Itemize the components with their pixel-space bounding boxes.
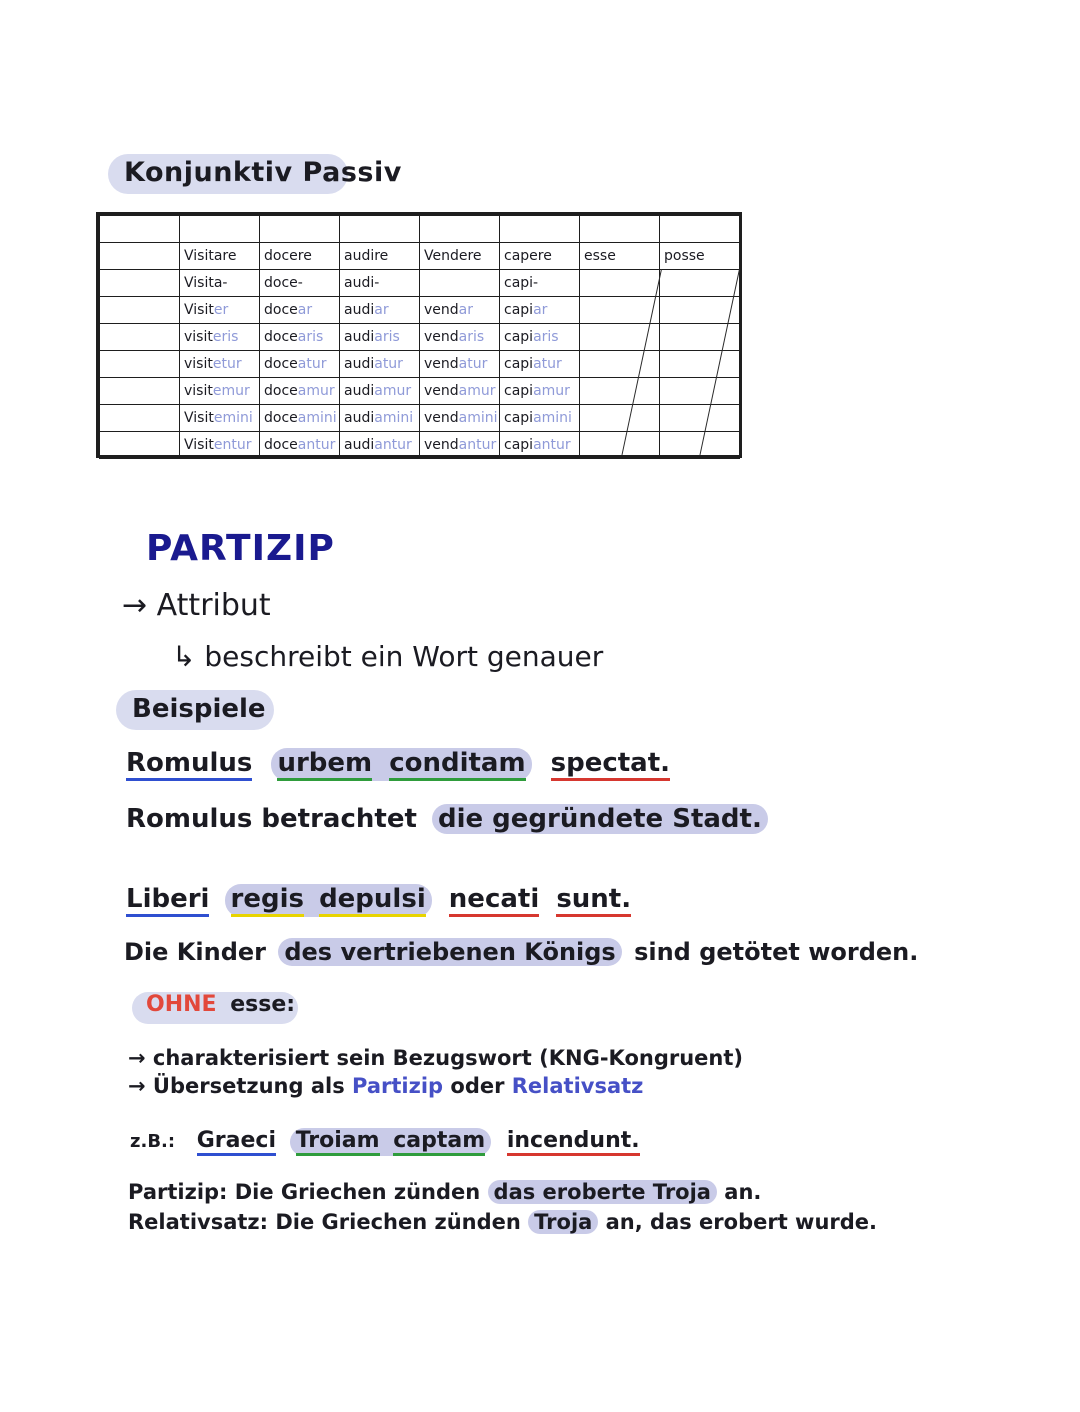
verb-stem: visit	[184, 329, 213, 345]
table-header-cell: Visitare	[180, 243, 260, 270]
verb-stem: vend	[424, 356, 459, 372]
text: Romulus betrachtet	[126, 804, 417, 834]
verb-stem: doce	[264, 329, 298, 345]
table-cell	[340, 432, 420, 459]
table-cell	[340, 297, 420, 324]
table-cell	[100, 297, 180, 324]
table-cell	[660, 270, 740, 297]
table-cell	[420, 378, 500, 405]
table-cell	[180, 405, 260, 432]
verb-stem: doce	[264, 302, 298, 318]
verb-stem: Visit	[184, 437, 214, 453]
text: Partizip	[352, 1074, 444, 1098]
table-cell	[660, 405, 740, 432]
section-title-partizip: PARTIZIP	[146, 528, 335, 569]
verb-stem: Visit	[184, 410, 214, 426]
example1-german	[126, 804, 768, 834]
highlight: das eroberte Troja	[488, 1180, 717, 1204]
table-cell	[180, 432, 260, 459]
table-cell	[100, 378, 180, 405]
verb-ending: ar	[458, 302, 474, 318]
table-cell	[420, 405, 500, 432]
table-cell	[580, 432, 660, 459]
highlight: Troja	[528, 1210, 598, 1234]
verb-stem: capi	[504, 383, 534, 399]
bullet-uebersetzung	[128, 1074, 643, 1098]
text: sind getötet worden.	[634, 938, 919, 966]
verb-ending: antur	[533, 437, 571, 453]
table-header-cell: capere	[500, 243, 580, 270]
attribut-line: → Attribut	[122, 588, 271, 623]
verb-ending: aris	[297, 329, 324, 345]
verb-ending: amini	[374, 410, 414, 426]
bullet-charakterisiert: → charakterisiert sein Bezugswort (KNG-Kongruent)	[128, 1046, 743, 1070]
verb-stem: Visit	[184, 302, 214, 318]
table-cell	[340, 405, 420, 432]
verb-stem: capi	[504, 410, 534, 426]
verb-stem: doce	[264, 356, 298, 372]
verb-stem: capi	[504, 302, 534, 318]
table-cell	[100, 243, 180, 270]
verb-stem: audi	[344, 329, 375, 345]
ohne-label: OHNE	[146, 992, 217, 1017]
verb-stem: vend	[424, 383, 459, 399]
word: Liberi	[126, 884, 209, 917]
example2-german	[124, 938, 918, 966]
participle-translation: die gegründete Stadt.	[432, 804, 768, 834]
table-header-cell: posse	[660, 243, 740, 270]
table-header-cell: docere	[260, 243, 340, 270]
table-cell	[340, 378, 420, 405]
text: Relativsatz	[511, 1074, 644, 1098]
verb-ending: ar	[297, 302, 313, 318]
verb-stem: audi	[344, 383, 375, 399]
verb-ending: atur	[297, 356, 327, 372]
zb-label: z.B.:	[130, 1131, 176, 1152]
text: oder	[450, 1074, 505, 1098]
table-row	[100, 432, 740, 459]
table-cell	[340, 216, 420, 243]
table-cell	[180, 270, 260, 297]
verb-ending: amur	[533, 383, 570, 399]
verb-stem: audi	[344, 437, 375, 453]
verb-stem: audi	[344, 356, 375, 372]
beschreibt-line: ↳ beschreibt ein Wort genauer	[172, 640, 604, 673]
table-cell	[100, 405, 180, 432]
table-cell	[660, 216, 740, 243]
verb-stem: doce	[264, 437, 298, 453]
table-cell	[500, 216, 580, 243]
text: an.	[724, 1180, 762, 1204]
table-cell	[100, 270, 180, 297]
table-cell	[340, 351, 420, 378]
verb-ending: emur	[212, 383, 250, 399]
verb-ending: eris	[212, 329, 239, 345]
verb-stem: capi-	[504, 275, 539, 291]
table-cell	[260, 432, 340, 459]
verb-ending: atur	[374, 356, 403, 372]
word: spectat.	[551, 748, 670, 781]
verb-ending: antur	[297, 437, 336, 453]
verb-ending: amur	[297, 383, 335, 399]
verb-ending: atur	[458, 356, 488, 372]
word: sunt.	[556, 884, 631, 917]
table-cell	[500, 378, 580, 405]
table-cell	[100, 432, 180, 459]
table-header-cell: audire	[340, 243, 420, 270]
table-cell	[260, 378, 340, 405]
verb-ending: antur	[374, 437, 412, 453]
table-header-row	[100, 243, 740, 270]
section-title-konjunktiv: Konjunktiv Passiv	[124, 157, 402, 188]
table-row	[100, 297, 740, 324]
verb-ending: entur	[213, 437, 252, 453]
conjugation-table	[96, 212, 742, 458]
verb-stem: audi	[344, 410, 375, 426]
table-cell	[180, 297, 260, 324]
verb-ending: atur	[533, 356, 562, 372]
verb-stem: audi	[344, 302, 375, 318]
beispiele-heading: Beispiele	[132, 694, 266, 724]
verb-stem: capi	[504, 356, 534, 372]
table-cell	[420, 324, 500, 351]
word: regis	[231, 884, 304, 917]
verb-ending: antur	[458, 437, 497, 453]
table-cell	[420, 297, 500, 324]
text: Die Kinder	[124, 938, 266, 966]
relativsatz-translation-line	[128, 1210, 877, 1234]
table-cell	[580, 270, 660, 297]
word: Graeci	[197, 1128, 276, 1156]
table-cell	[500, 270, 580, 297]
text: Relativsatz: Die Griechen zünden	[128, 1210, 521, 1234]
text: → Übersetzung als	[128, 1074, 345, 1098]
table-cell	[100, 351, 180, 378]
table-cell	[340, 324, 420, 351]
word: captam	[393, 1128, 485, 1156]
table-cell	[500, 324, 580, 351]
verb-ending: aris	[458, 329, 485, 345]
verb-stem: visit	[184, 356, 213, 372]
table-cell	[580, 405, 660, 432]
table-cell	[660, 351, 740, 378]
esse-label: esse:	[230, 992, 296, 1017]
text: Partizip: Die Griechen zünden	[128, 1180, 481, 1204]
verb-ending: aris	[533, 329, 559, 345]
table-cell	[500, 297, 580, 324]
table-cell	[180, 351, 260, 378]
table-cell	[100, 324, 180, 351]
table-row	[100, 270, 740, 297]
word: depulsi	[319, 884, 426, 917]
verb-stem: doce-	[264, 275, 303, 291]
verb-ending: amur	[458, 383, 496, 399]
verb-ending: er	[213, 302, 229, 318]
table-cell	[580, 297, 660, 324]
word: Troiam	[296, 1128, 380, 1156]
verb-stem: capi	[504, 437, 534, 453]
word: Romulus	[126, 748, 252, 781]
example2-latin	[126, 884, 631, 917]
verb-stem: Visita-	[184, 275, 228, 291]
verb-ending: ar	[374, 302, 389, 318]
table-cell	[340, 270, 420, 297]
table-cell	[180, 324, 260, 351]
verb-stem: audi-	[344, 275, 380, 291]
verb-ending: amini	[297, 410, 337, 426]
verb-ending: amur	[374, 383, 412, 399]
verb-ending: amini	[458, 410, 498, 426]
verb-ending: ar	[533, 302, 548, 318]
example1-latin	[126, 748, 670, 781]
verb-ending: emini	[213, 410, 253, 426]
table-cell	[260, 351, 340, 378]
participle-group	[271, 748, 531, 781]
table-cell	[500, 405, 580, 432]
verb-ending: aris	[374, 329, 400, 345]
table-header-cell: esse	[580, 243, 660, 270]
table-cell	[420, 432, 500, 459]
word: incendunt.	[507, 1128, 640, 1156]
verb-ending: amini	[533, 410, 572, 426]
table-cell	[260, 324, 340, 351]
verb-stem: vend	[424, 410, 459, 426]
table-cell	[180, 378, 260, 405]
table-cell	[420, 270, 500, 297]
table-cell	[420, 351, 500, 378]
participle-translation: des vertriebenen Königs	[278, 938, 621, 966]
table-cell	[660, 378, 740, 405]
table-row	[100, 378, 740, 405]
table-cell	[500, 432, 580, 459]
table-header-cell: Vendere	[420, 243, 500, 270]
example3-latin	[130, 1128, 640, 1156]
verb-stem: vend	[424, 302, 459, 318]
table-row	[100, 216, 740, 243]
table-cell	[260, 405, 340, 432]
verb-stem: doce	[264, 383, 298, 399]
participle-group	[290, 1128, 491, 1156]
word: necati	[449, 884, 539, 917]
verb-ending: etur	[212, 356, 242, 372]
table-cell	[580, 216, 660, 243]
table-cell	[260, 216, 340, 243]
table-cell	[420, 216, 500, 243]
verb-stem: doce	[264, 410, 298, 426]
table-row	[100, 405, 740, 432]
word: conditam	[389, 748, 525, 781]
partizip-translation-line	[128, 1180, 761, 1204]
verb-stem: visit	[184, 383, 213, 399]
table-cell	[260, 297, 340, 324]
table-cell	[260, 270, 340, 297]
verb-stem: vend	[424, 329, 459, 345]
text: an, das erobert wurde.	[605, 1210, 878, 1234]
table-cell	[100, 216, 180, 243]
table-cell	[180, 216, 260, 243]
ohne-esse-heading	[146, 992, 295, 1017]
table-cell	[580, 378, 660, 405]
verb-stem: vend	[424, 437, 459, 453]
participle-group	[225, 884, 432, 917]
verb-stem: capi	[504, 329, 534, 345]
conjugation-grid	[99, 215, 740, 459]
table-cell	[500, 351, 580, 378]
table-cell	[580, 351, 660, 378]
word: urbem	[277, 748, 372, 781]
